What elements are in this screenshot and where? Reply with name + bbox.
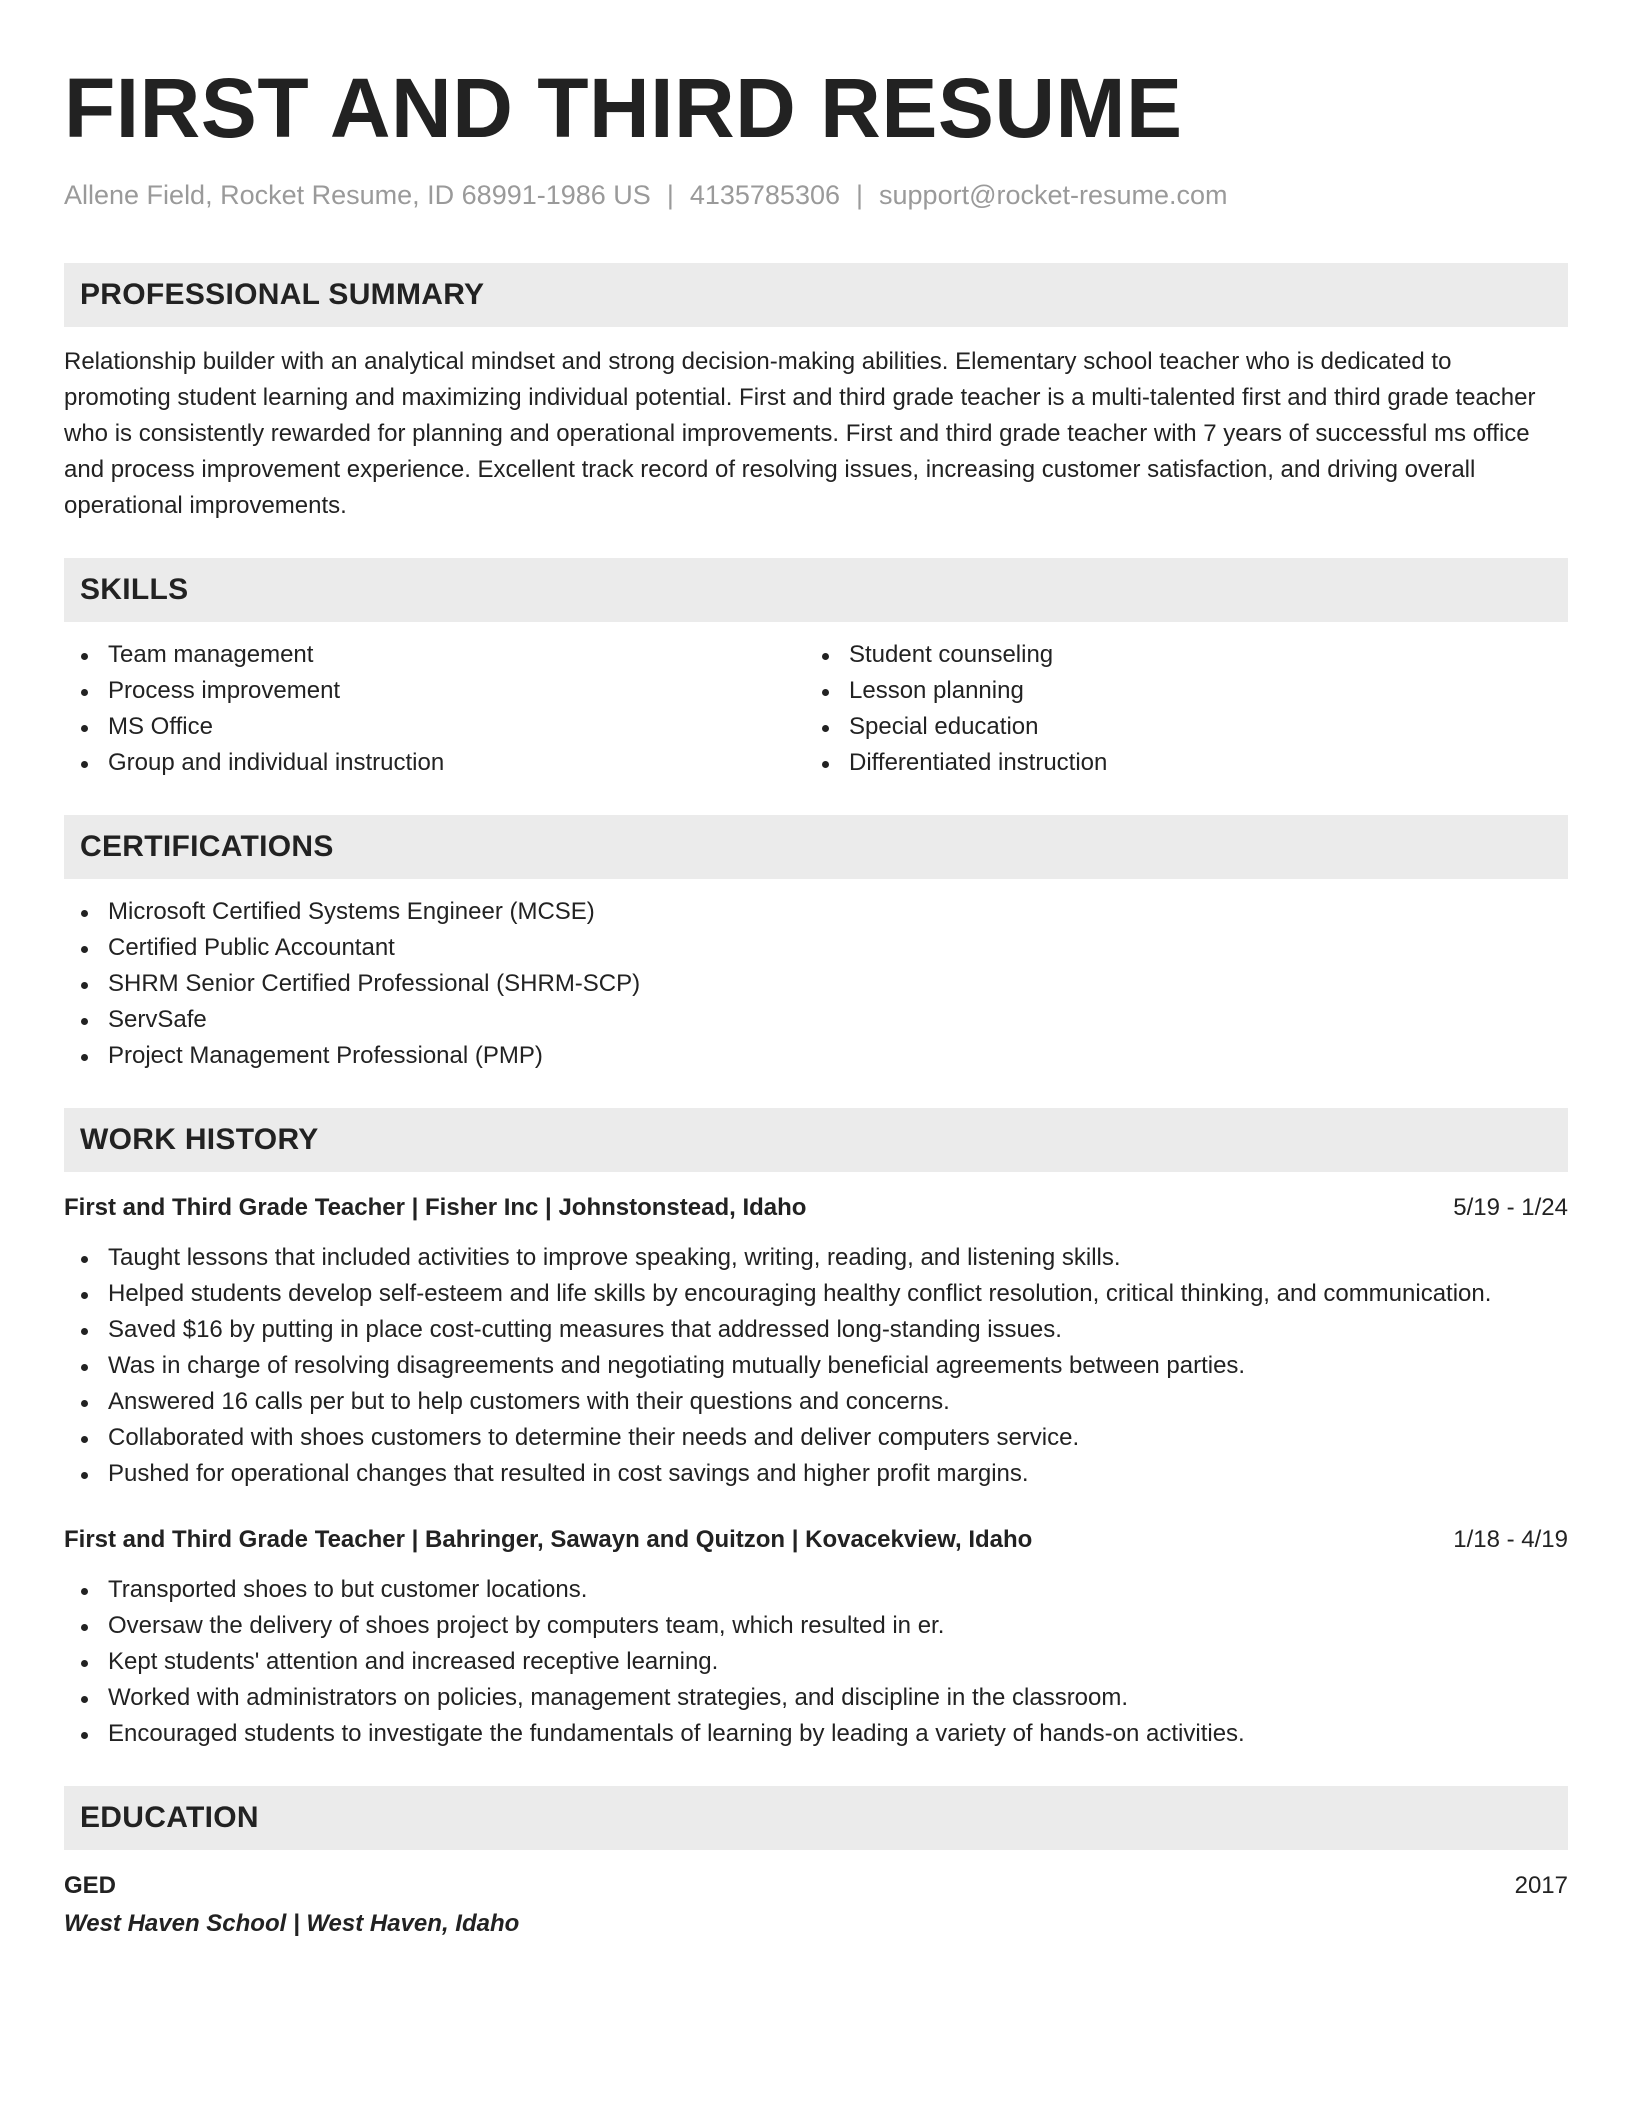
summary-text: Relationship builder with an analytical mindset and strong decision-making abilities. Elementary school teacher who is dedicated to promoting student learning and maximizing individual potential. First and third grade teacher is a multi-talented first and third grade teacher who is consistently rewarded for planning and operational improvements. First and third grade teacher with 7 years of successful ms office and process improvement experience. Excellent track record of resolving issues, increasing customer satisfaction, and driving overall operational improvements.: [64, 348, 1536, 519]
education-heading: EDUCATION: [64, 1786, 1568, 1850]
skill-item: MS Office: [64, 709, 805, 745]
resume-name: FIRST AND THIRD RESUME: [64, 61, 1183, 155]
education-school: West Haven School | West Haven, Idaho: [64, 1910, 520, 1937]
skill-item: Lesson planning: [805, 673, 1546, 709]
skills-list: [64, 637, 1568, 781]
job-bullet: Encouraged students to investigate the fundamentals of learning by leading a variety of hands-on activities.: [64, 1716, 1568, 1752]
job-bullet: Pushed for operational changes that resulted in cost savings and higher profit margins.: [64, 1456, 1568, 1492]
job-entry: [64, 1522, 1568, 1752]
contact-address: Allene Field, Rocket Resume, ID 68991-1986 US: [64, 180, 651, 210]
job-bullet: Collaborated with shoes customers to determine their needs and deliver computers service.: [64, 1420, 1568, 1456]
job-dates: 5/19 - 1/24: [1453, 1194, 1568, 1221]
summary-heading: PROFESSIONAL SUMMARY: [64, 263, 1568, 327]
skill-item: Process improvement: [64, 673, 805, 709]
contact-phone: 4135785306: [689, 180, 840, 210]
job-bullets: [64, 1240, 1568, 1492]
contact-email: support@rocket-resume.com: [879, 180, 1228, 210]
contact-separator: |: [856, 180, 864, 210]
skill-item: Group and individual instruction: [64, 745, 805, 781]
job-title: First and Third Grade Teacher | Fisher Inc | Johnstonstead, Idaho: [64, 1194, 807, 1221]
job-header: [64, 1190, 1568, 1226]
certification-item: Microsoft Certified Systems Engineer (MCSE): [64, 894, 1568, 930]
certifications-list: [64, 894, 1568, 1074]
certification-item: SHRM Senior Certified Professional (SHRM-SCP): [64, 966, 1568, 1002]
skills-column-left: [64, 637, 805, 781]
skills-heading: SKILLS: [64, 558, 1568, 622]
contact-separator: |: [666, 180, 674, 210]
job-header: [64, 1522, 1568, 1558]
skill-item: Differentiated instruction: [805, 745, 1546, 781]
education-degree: GED: [64, 1872, 117, 1899]
certification-item: Project Management Professional (PMP): [64, 1038, 1568, 1074]
certifications-heading: CERTIFICATIONS: [64, 815, 1568, 879]
job-bullet: Helped students develop self-esteem and life skills by encouraging healthy conflict resolution, critical thinking, and communication.: [64, 1276, 1568, 1312]
job-bullet: Oversaw the delivery of shoes project by computers team, which resulted in er.: [64, 1608, 1568, 1644]
work-history-heading: WORK HISTORY: [64, 1108, 1568, 1172]
job-bullet: Saved $16 by putting in place cost-cutting measures that addressed long-standing issues.: [64, 1312, 1568, 1348]
skills-column-right: [805, 637, 1546, 781]
job-bullet: Answered 16 calls per but to help customers with their questions and concerns.: [64, 1384, 1568, 1420]
skill-item: Special education: [805, 709, 1546, 745]
job-bullet: Worked with administrators on policies, management strategies, and discipline in the classroom.: [64, 1680, 1568, 1716]
certification-item: Certified Public Accountant: [64, 930, 1568, 966]
job-dates: 1/18 - 4/19: [1453, 1526, 1568, 1553]
job-bullet: Was in charge of resolving disagreements and negotiating mutually beneficial agreements between parties.: [64, 1348, 1568, 1384]
skill-item: Student counseling: [805, 637, 1546, 673]
job-entry: [64, 1190, 1568, 1492]
contact-line: [64, 178, 1568, 212]
job-bullet: Taught lessons that included activities to improve speaking, writing, reading, and listening skills.: [64, 1240, 1568, 1276]
education-entry: [64, 1868, 1568, 1904]
job-bullets: [64, 1572, 1568, 1752]
certification-item: ServSafe: [64, 1002, 1568, 1038]
job-bullet: Transported shoes to but customer locations.: [64, 1572, 1568, 1608]
job-bullet: Kept students' attention and increased receptive learning.: [64, 1644, 1568, 1680]
job-title: First and Third Grade Teacher | Bahringer, Sawayn and Quitzon | Kovacekview, Idaho: [64, 1526, 1033, 1553]
skill-item: Team management: [64, 637, 805, 673]
education-year: 2017: [1514, 1872, 1568, 1899]
